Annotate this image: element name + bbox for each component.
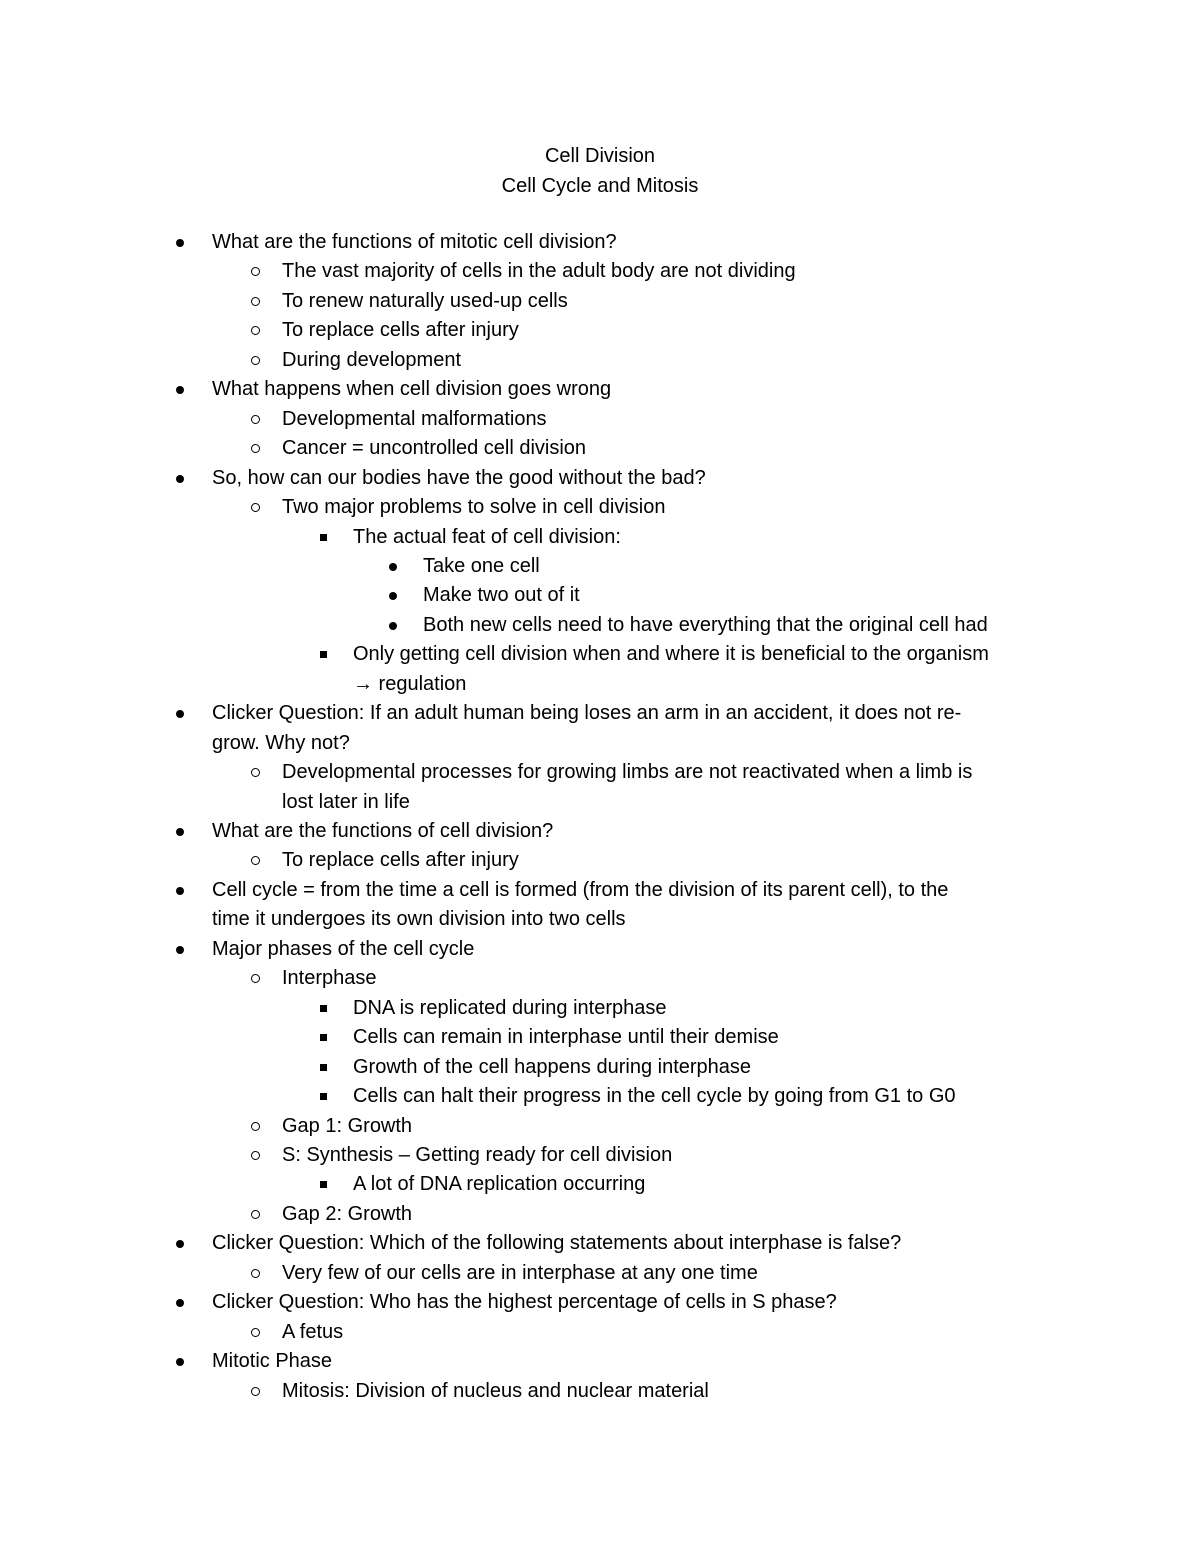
bullet-level-1-icon (170, 1349, 190, 1373)
list-item: Mitosis: Division of nucleus and nuclear material (282, 1380, 709, 1402)
list-item: Only getting cell division when and where it is beneficial to the organism (353, 643, 989, 665)
list-item: What are the functions of cell division? (212, 820, 554, 842)
list-item: Gap 2: Growth (282, 1203, 413, 1225)
bullet-level-1-icon (170, 819, 190, 843)
bullet-level-3-icon (313, 996, 333, 1020)
bullet-level-2-icon (245, 848, 265, 872)
bullet-level-2-icon (245, 348, 265, 372)
list-item: What happens when cell division goes wrong (212, 378, 612, 400)
list-item: Take one cell (423, 555, 540, 577)
bullet-level-1-icon (170, 1290, 190, 1314)
list-item: The actual feat of cell division: (353, 526, 621, 548)
list-item: A fetus (282, 1321, 344, 1343)
bullet-level-3-icon (313, 1172, 333, 1196)
list-item: Cells can halt their progress in the cell cycle by going from G1 to G0 (353, 1085, 956, 1107)
list-item: Mitotic Phase (212, 1350, 333, 1372)
list-item: Interphase (282, 967, 377, 989)
list-item-continuation: time it undergoes its own division into two cells (212, 908, 626, 930)
list-item: Very few of our cells are in interphase at any one time (282, 1262, 758, 1284)
bullet-level-3-icon (313, 1084, 333, 1108)
list-item: Developmental malformations (282, 408, 547, 430)
bullet-level-1-icon (170, 466, 190, 490)
list-item: Both new cells need to have everything that the original cell had (423, 614, 988, 636)
bullet-level-2-icon (245, 1143, 265, 1167)
bullet-level-2-icon (245, 495, 265, 519)
bullet-level-2-icon (245, 318, 265, 342)
list-item: So, how can our bodies have the good without the bad? (212, 467, 706, 489)
list-item: S: Synthesis – Getting ready for cell division (282, 1144, 673, 1166)
list-item: To replace cells after injury (282, 319, 519, 341)
list-item-continuation: grow. Why not? (212, 732, 350, 754)
list-item: Growth of the cell happens during interphase (353, 1056, 752, 1078)
list-item: Make two out of it (423, 584, 580, 606)
list-item: Major phases of the cell cycle (212, 938, 475, 960)
bullet-level-2-icon (245, 1320, 265, 1344)
bullet-level-4-icon (383, 613, 403, 637)
bullet-level-4-icon (383, 583, 403, 607)
bullet-level-2-icon (245, 966, 265, 990)
bullet-level-2-icon (245, 1261, 265, 1285)
list-item: Two major problems to solve in cell division (282, 496, 666, 518)
bullet-level-1-icon (170, 878, 190, 902)
bullet-level-2-icon (245, 1202, 265, 1226)
list-item: A lot of DNA replication occurring (353, 1173, 646, 1195)
list-item: During development (282, 349, 461, 371)
bullet-level-2-icon (245, 407, 265, 431)
list-item: DNA is replicated during interphase (353, 997, 667, 1019)
list-item-continuation: lost later in life (282, 791, 410, 813)
bullet-level-1-icon (170, 230, 190, 254)
list-item: Clicker Question: If an adult human being loses an arm in an accident, it does not re- (212, 702, 962, 724)
bullet-level-1-icon (170, 1231, 190, 1255)
bullet-level-4-icon (383, 554, 403, 578)
document-subtitle: Cell Cycle and Mitosis (501, 175, 699, 197)
bullet-level-2-icon (245, 259, 265, 283)
bullet-level-2-icon (245, 1379, 265, 1403)
list-item: Developmental processes for growing limbs are not reactivated when a limb is (282, 761, 973, 783)
bullet-level-3-icon (313, 1025, 333, 1049)
list-item: To renew naturally used-up cells (282, 290, 568, 312)
bullet-level-2-icon (245, 760, 265, 784)
list-item: What are the functions of mitotic cell division? (212, 231, 617, 253)
document-title: Cell Division (544, 145, 656, 167)
list-item: Cell cycle = from the time a cell is formed (from the division of its parent cell), to the (212, 879, 949, 901)
list-item: To replace cells after injury (282, 849, 519, 871)
bullet-level-1-icon (170, 701, 190, 725)
list-item: Cells can remain in interphase until their demise (353, 1026, 779, 1048)
list-item: Clicker Question: Who has the highest percentage of cells in S phase? (212, 1291, 837, 1313)
bullet-level-3-icon (313, 1055, 333, 1079)
bullet-level-3-icon (313, 642, 333, 666)
bullet-level-2-icon (245, 289, 265, 313)
list-item: Cancer = uncontrolled cell division (282, 437, 587, 459)
bullet-level-2-icon (245, 1114, 265, 1138)
bullet-level-1-icon (170, 377, 190, 401)
list-item: Gap 1: Growth (282, 1115, 413, 1137)
bullet-level-1-icon (170, 937, 190, 961)
bullet-level-3-icon (313, 525, 333, 549)
list-item: Clicker Question: Which of the following statements about interphase is false? (212, 1232, 902, 1254)
list-item-continuation: → regulation (353, 673, 467, 695)
bullet-level-2-icon (245, 436, 265, 460)
list-item: The vast majority of cells in the adult body are not dividing (282, 260, 796, 282)
